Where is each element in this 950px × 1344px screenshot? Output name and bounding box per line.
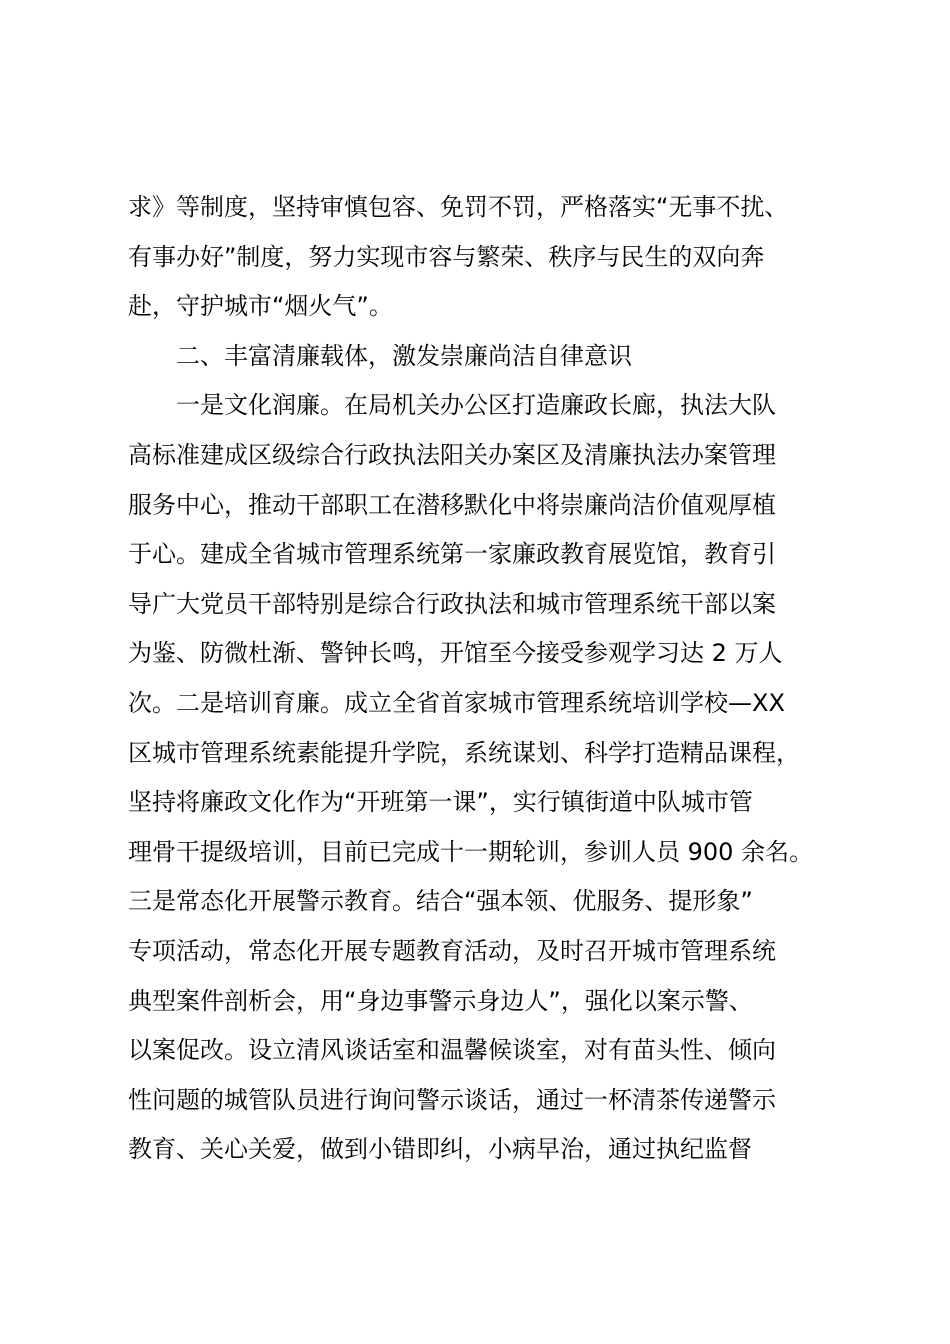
text-line: 求》等制度，坚持审慎包容、免罚不罚，严格落实“无事不扰、 [128,193,789,221]
text-line: 性问题的城管队员进行询问警示谈话，通过一杯清茶传递警示 [128,1085,776,1114]
text-line: 有事办好”制度，努力实现市容与繁荣、秩序与民生的双向奔 [128,242,765,271]
section-heading: 二、丰富清廉载体，激发崇廉尚洁自律意识 [128,341,632,370]
body-text [128,183,838,1175]
text-line: 为鉴、防微杜渐、警钟长鸣，开馆至今接受参观学习达 2 万人 [128,639,783,668]
text-line: 高标准建成区级综合行政执法阳关办案区及清廉执法办案管理 [128,440,776,469]
text-line: 坚持将廉政文化作为“开班第一课”，实行镇街道中队城市管 [128,788,753,817]
text-line: 服务中心，推动干部职工在潜移默化中将崇廉尚洁价值观厚植 [128,490,776,519]
text-line: 专项活动，常态化开展专题教育活动，及时召开城市管理系统 [128,936,776,965]
text-line: 三是常态化开展警示教育。结合“强本领、优服务、提形象” [128,887,753,916]
text-line: 导广大党员干部特别是综合行政执法和城市管理系统干部以案 [128,589,776,618]
text-line: 一是文化润廉。在局机关办公区打造廉政长廊，执法大队 [128,391,776,420]
text-line: 于心。建成全省城市管理系统第一家廉政教育展览馆，教育引 [128,540,776,569]
text-line: 以案促改。设立清风谈话室和温馨候谈室，对有苗头性、倾向 [128,1036,776,1065]
text-line: 理骨干提级培训，目前已完成十一期轮训，参训人员 900 余名。 [128,837,814,866]
text-line: 典型案件剖析会，用“身边事警示身边人”，强化以案示警、 [128,986,753,1015]
text-line: 区城市管理系统素能提升学院，系统谋划、科学打造精品课程， [128,738,800,767]
text-line: 次。二是培训育廉。成立全省首家城市管理系统培训学校—XX [128,688,785,717]
text-line: 教育、关心关爱，做到小错即纠，小病早治，通过执纪监督 [128,1135,752,1164]
text-line: 赴，守护城市“烟火气”。 [128,292,393,321]
